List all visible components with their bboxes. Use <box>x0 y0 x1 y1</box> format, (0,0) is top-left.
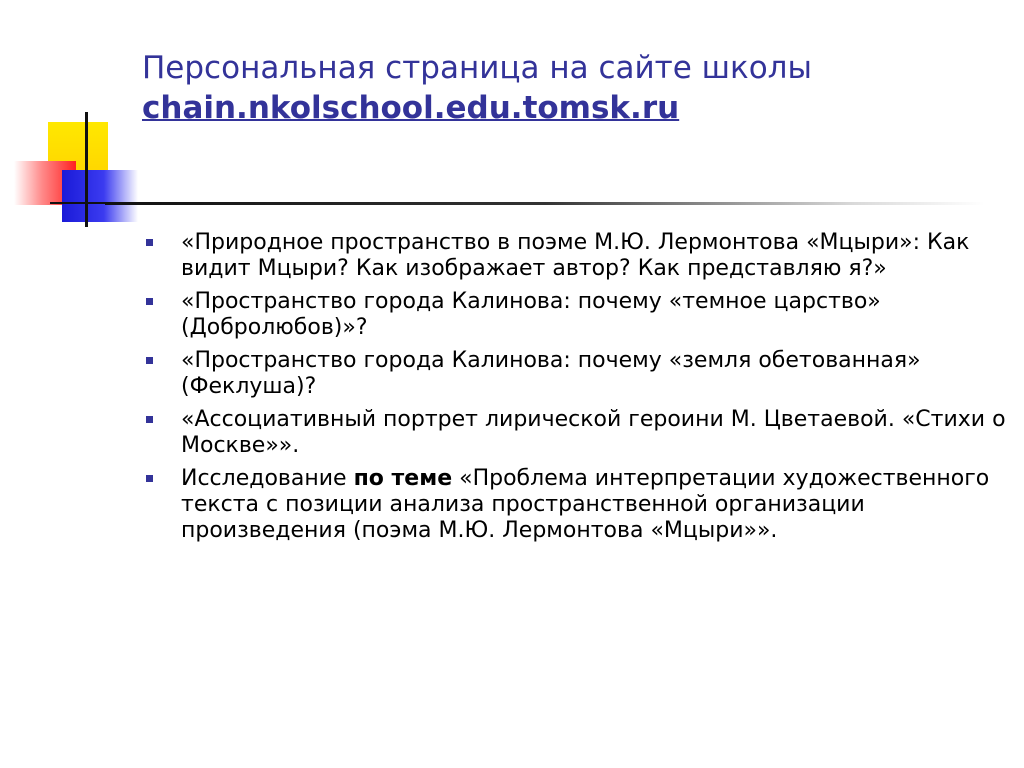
list-item-text-bold: по теме <box>353 466 453 491</box>
list-item-text-suffix: «Проблема интерпретации художественного текста с позиции анализа пространственной организации произведения (поэма М.Ю. Лермонтова «Мцыри»». <box>181 466 990 543</box>
blue-square-decoration <box>62 170 138 222</box>
list-item <box>146 407 1006 459</box>
school-site-url[interactable]: chain.nkolschool.edu.tomsk.ru <box>142 90 680 126</box>
list-item <box>146 289 1006 341</box>
square-bullet-icon <box>146 298 153 305</box>
bullet-content <box>146 230 1006 551</box>
list-item <box>146 348 1006 400</box>
vertical-line-decoration <box>85 112 88 227</box>
title-divider-line <box>105 202 985 205</box>
slide-title <box>142 48 1002 128</box>
list-item-text: «Пространство города Калинова: почему «темное царство» (Добролюбов)»? <box>181 289 881 340</box>
square-bullet-icon <box>146 475 153 482</box>
bullet-list <box>146 230 1006 544</box>
list-item-text: «Ассоциативный портрет лирической героини М. Цветаевой. «Стихи о Москве»». <box>181 407 1006 458</box>
list-item <box>146 466 1006 544</box>
square-bullet-icon <box>146 239 153 246</box>
square-bullet-icon <box>146 357 153 364</box>
list-item-text-prefix: Исследование <box>181 466 354 491</box>
square-bullet-icon <box>146 416 153 423</box>
title-line-1: Персональная страница на сайте школы <box>142 50 812 86</box>
list-item <box>146 230 1006 282</box>
list-item-text: «Пространство города Калинова: почему «земля обетованная» (Феклуша)? <box>181 348 921 399</box>
list-item-text: «Природное пространство в поэме М.Ю. Лермонтова «Мцыри»: Как видит Мцыри? Как изображает автор? Как представляю я?» <box>181 230 970 281</box>
